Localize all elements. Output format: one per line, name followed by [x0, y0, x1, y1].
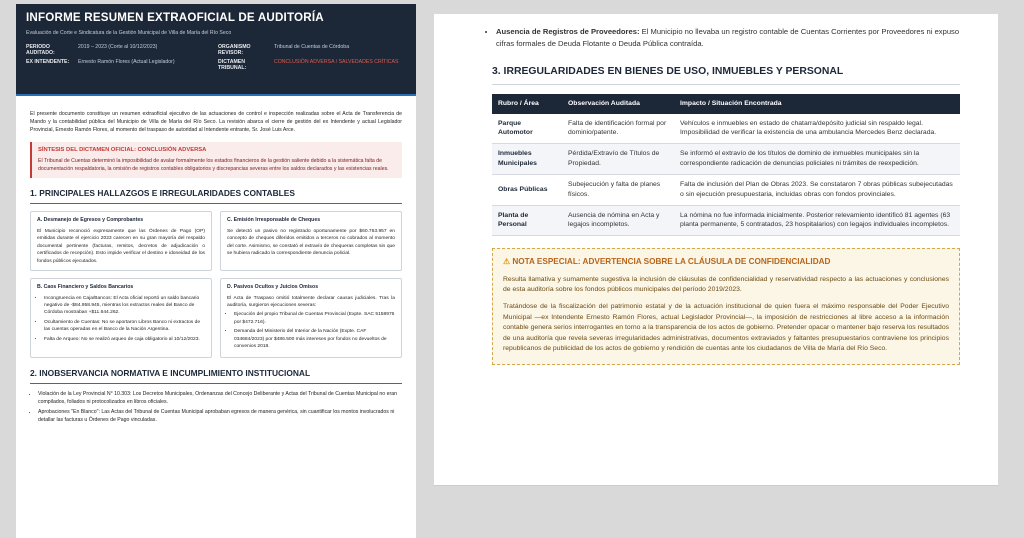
section-2-list: [30, 390, 402, 424]
card-d-title: D. Pasivos Ocultos y Juicios Omisos: [227, 283, 319, 290]
bullet-bold-label: Ausencia de Registros de Proveedores:: [496, 27, 640, 36]
note-paragraph-2: Tratándose de la fiscalización del patrimonio estatal y de la actuación institucional de quien fuera el máximo responsable del Poder Ejecutivo Municipal —ex Intendente Ernesto Ramón Flores, actual Legislador Provincial—, la imposición de restricciones al libre acceso a la información contable genera serios interrogantes en torno a la transparencia de los actos de gobierno. Pretender opacar o mantener bajo reserva los resultados de una auditoría que revela severas irregularidades administrativas, documentos extraviados y faltantes presupuestarios contraviene los principios republicanos de publicidad de los actos de gobierno y rendición de cuentas ante los ciudadanos de Villa de María del Río Seco.: [503, 303, 949, 353]
cell-rubro: Planta de Personal: [492, 205, 562, 236]
report-title: INFORME RESUMEN EXTRAOFICIAL DE AUDITORÍA: [26, 11, 324, 24]
table-header-row: [492, 94, 960, 114]
cell-impacto: La nómina no fue informada inicialmente. Posterior relevamiento identificó 81 agentes (63 planta permanente, 5 contratados, 23 hospitalarios) con legajos individuales incompletos.: [674, 205, 960, 236]
meta-periodo-value: 2019 – 2023 (Corte al 10/12/2023): [78, 44, 158, 50]
card-b-item: • Falta de Arqueo: No se realizó arqueo de caja obligatorio al 10/12/2023.: [44, 336, 205, 343]
warning-icon: ⚠: [503, 257, 511, 267]
meta-dictamen-value: CONCLUSIÓN ADVERSA / SALVEDADES CRÍTICAS: [274, 59, 399, 65]
meta-intendente-key: EX INTENDENTE:: [26, 59, 70, 65]
meta-organismo-value: Tribunal de Cuentas de Córdoba: [274, 44, 350, 50]
finding-card-b: [30, 278, 212, 358]
left-page: [16, 4, 416, 538]
card-d-text: El Acta de Traspaso omitió totalmente declarar causas judiciales. Tras la auditoría, surgieron ejecuciones severas:: [227, 295, 395, 309]
cell-observacion: Falta de identificación formal por dominio/patente.: [562, 114, 674, 144]
intro-paragraph: El presente documento constituye un resumen extraoficial ejecutivo de las actuaciones de control e inspección realizadas sobre el Acta de Transferencia de Mando y la contabilidad pública del Municipio de Villa de María del Río Seco. La revisión abarca el cierre de gestión del ex Intendente y actual Legislador Provincial, Ernesto Ramón Flores, al momento del traspaso de autoridad al Intendente entrante, Sr. José Luis Arce.: [30, 111, 402, 134]
card-c-title: C. Emisión Irresponsable de Cheques: [227, 217, 321, 224]
card-d-item: • Ejecución del propio Tribunal de Cuentas Provincial (Expte. SAC 5158976 por $472.716).: [234, 311, 395, 326]
cell-observacion: Subejecución y falta de planes físicos.: [562, 174, 674, 205]
card-a-text: El Municipio reconoció expresamente que las Órdenes de Pago (OP) emitidas durante el ejercicio 2023 carecen en su gran mayoría del respaldo documental pertinente (facturas, remitos, decretos de adjudicación o certificados de recepción). Esto impide verificar el destino e idoneidad de los fondos públicos ejecutados.: [37, 229, 205, 264]
card-d-item: • Demanda del Ministerio del Interior de la Nación (Expte. CAF 034684/2023) por $486.500 más intereses por fondos no devueltos de convenios 2018.: [234, 328, 395, 350]
findings-grid: [30, 211, 402, 358]
card-b-title: B. Caos Financiero y Saldos Bancarios: [37, 283, 134, 290]
bullet-text: El Municipio no llevaba un registro contable de Cuentas Corrientes por Proveedores ni expuso cifras formales de Deuda Flotante o Deuda Pública contraída.: [496, 27, 960, 48]
meta-periodo-key: PERIODO AUDITADO:: [26, 44, 55, 56]
cell-observacion: Ausencia de nómina en Acta y legajos incompletos.: [562, 205, 674, 236]
finding-card-a: [30, 211, 212, 271]
note-header: [503, 256, 949, 269]
cell-impacto: Vehículos e inmuebles en estado de chatarra/depósito judicial sin respaldo legal. Imposibilidad de verificar la existencia de una ambulancia Mercedes Benz declarada.: [674, 114, 960, 144]
card-b-item: • Incongruencia en Caja/Bancos: El Acta oficial reportó un saldo bancario negativo de -$84.958.945, mientras los extractos reales del Banco de Córdoba mostraban +$11.644.262.: [44, 295, 205, 317]
finding-card-d: [220, 278, 402, 358]
right-page: [434, 14, 998, 486]
cell-observacion: Pérdida/Extravío de Títulos de Propiedad.: [562, 144, 674, 175]
card-b-item: • Ocultamiento de Cuentas: No se aportaron Libros Banco ni extractos de las cuentas operadas en el Banco de la Nación Argentina.: [44, 319, 205, 334]
section-2-item: • Aprobaciones "En Blanco": Las Actas del Tribunal de Cuentas Municipal aprobaban egresos de manera genérica, sin cuantificar los montos involucrados ni detallar las facturas u Órdenes de Pago vinculadas.: [38, 408, 402, 424]
note-title: NOTA ESPECIAL: ADVERTENCIA SOBRE LA CLÁUSULA DE CONFIDENCIALIDAD: [512, 257, 831, 267]
col-observacion: Observación Auditada: [562, 94, 674, 114]
cell-impacto: Se informó el extravío de los títulos de dominio de inmuebles municipales sin la correspondiente radicación de denuncias policiales ni trámites de reexpedición.: [674, 144, 960, 175]
confidentiality-note: [492, 248, 960, 364]
cell-rubro: Parque Automotor: [492, 114, 562, 144]
section-3-title: 3. IRREGULARIDADES EN BIENES DE USO, INMUEBLES Y PERSONAL: [492, 64, 960, 85]
table-row: [492, 144, 960, 175]
col-impacto: Impacto / Situación Encontrada: [674, 94, 960, 114]
cell-rubro: Obras Públicas: [492, 174, 562, 205]
finding-card-c: [220, 211, 402, 271]
irregularities-table: [492, 94, 960, 237]
section-2-title: 2. INOBSERVANCIA NORMATIVA E INCUMPLIMIENTO INSTITUCIONAL: [30, 367, 402, 384]
alert-title: SÍNTESIS DEL DICTAMEN OFICIAL: CONCLUSIÓN ADVERSA: [38, 147, 207, 154]
col-rubro: Rubro / Área: [492, 94, 562, 114]
report-subtitle: Evaluación de Corte e Sindicatura de la Gestión Municipal de Villa de María del Río Seco: [26, 30, 232, 36]
table-row: [492, 205, 960, 236]
meta-organismo-key: ORGANISMO REVISOR:: [218, 44, 251, 56]
meta-dictamen-key: DICTAMEN TRIBUNAL:: [218, 59, 247, 71]
alert-text: El Tribunal de Cuentas determinó la imposibilidad de avalar formalmente los estados financieros de la gestión saliente debido a la sistemática falta de documentación respaldatoria, la omisión de registros contables obligatorios y discrepancias severas entre los saldos declarados y las existencias reales.: [38, 158, 389, 173]
table-row: [492, 114, 960, 144]
card-c-text: Se detectó un pasivo no registrado oportunamente por $60.763.957 en concepto de cheques diferidos emitidos a terceros no cobrados al momento del corte. Asimismo, se constató el extravío de chequeras completas sin que se hubiera radicado la correspondiente denuncia policial.: [227, 229, 395, 257]
cell-rubro: Inmuebles Municipales: [492, 144, 562, 175]
dictamen-alert: [30, 142, 402, 178]
proveedores-bullet: [496, 26, 960, 50]
section-1-title: 1. PRINCIPALES HALLAZGOS E IRREGULARIDADES CONTABLES: [30, 187, 402, 204]
section-2-item: • Violación de la Ley Provincial N° 10.303: Los Decretos Municipales, Ordenanzas del Concejo Deliberante y Actas del Tribunal de Cuentas Municipal no eran compilados, foliados ni protocolizados en libros oficiales.: [38, 390, 402, 406]
report-meta: [26, 44, 408, 71]
meta-intendente-value: Ernesto Ramón Flores (Actual Legislador): [78, 59, 175, 65]
report-header: [16, 4, 416, 94]
note-paragraph-1: Resulta llamativa y sumamente sugestiva la inclusión de cláusulas de confidencialidad y reservatividad respecto a las actuaciones y conclusiones de esta auditoría sobre los fondos públicos municipales del período 2019/2023.: [503, 275, 949, 294]
cell-impacto: Falta de inclusión del Plan de Obras 2023. Se constataron 7 obras públicas subejecutadas o sin ejecución presupuestaria, incluidas obras con fondos provinciales.: [674, 174, 960, 205]
proveedores-bullet-list: [492, 26, 960, 50]
card-a-title: A. Desmanejo de Egresos y Comprobantes: [37, 217, 144, 224]
table-row: [492, 174, 960, 205]
